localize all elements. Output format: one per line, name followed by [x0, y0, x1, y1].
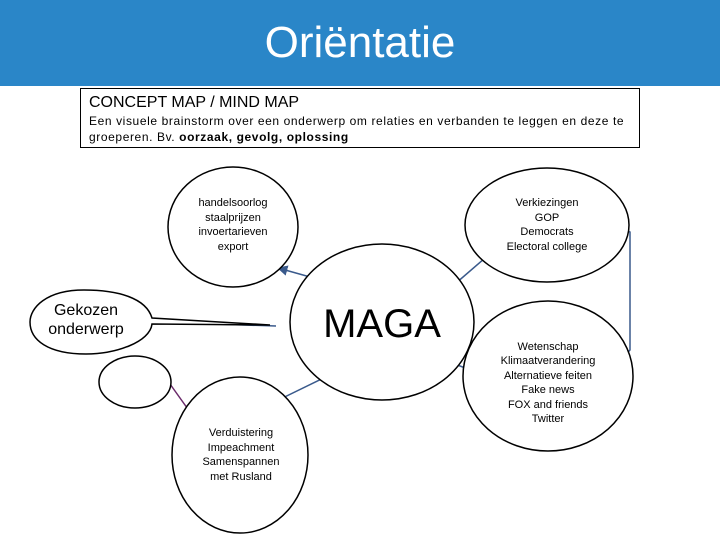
elections-line: Electoral college [506, 240, 588, 253]
science-line: Alternatieve feiten [503, 369, 593, 382]
elections-line: Verkiezingen [515, 197, 579, 209]
scandal-line: met Rusland [210, 470, 272, 483]
topic-label-line2: onderwerp [48, 321, 124, 338]
science-line: Wetenschap [517, 340, 579, 353]
slide-title: Oriëntatie [264, 18, 456, 67]
science-line: Fake news [521, 384, 575, 396]
trade-line: handelsoorlog [198, 197, 268, 209]
science-line: Twitter [531, 413, 565, 425]
scandal-line: Verduistering [208, 427, 274, 439]
science-line: FOX and friends [507, 398, 589, 411]
elections-label [472, 196, 622, 254]
topic-label-line1: Gekozen [53, 302, 119, 319]
trade-line: invoertarieven [198, 226, 268, 238]
science-label [478, 339, 618, 427]
science-line: Klimaatverandering [500, 355, 596, 367]
scandal-line: Impeachment [207, 441, 275, 454]
elections-line: GOP [534, 211, 560, 224]
trade-line: export [217, 240, 249, 253]
definition-heading: CONCEPT MAP / MIND MAP [89, 94, 300, 111]
elections-line: Democrats [520, 226, 574, 238]
trade-line: staalprijzen [205, 211, 261, 224]
center-label-text: MAGA [323, 301, 441, 346]
scandal-line: Samenspannen [202, 456, 280, 468]
empty-bubble [99, 356, 171, 408]
topic-label [28, 296, 144, 344]
definition-text: Een visuele brainstorm over een onderwerp om relaties en verbanden te leggen en deze te groeperen. Bv. [89, 114, 625, 144]
center-label [292, 296, 472, 352]
scandal-label [176, 426, 306, 484]
trade-label [168, 196, 298, 254]
definition-examples: oorzaak, gevolg, oplossing [179, 130, 349, 144]
